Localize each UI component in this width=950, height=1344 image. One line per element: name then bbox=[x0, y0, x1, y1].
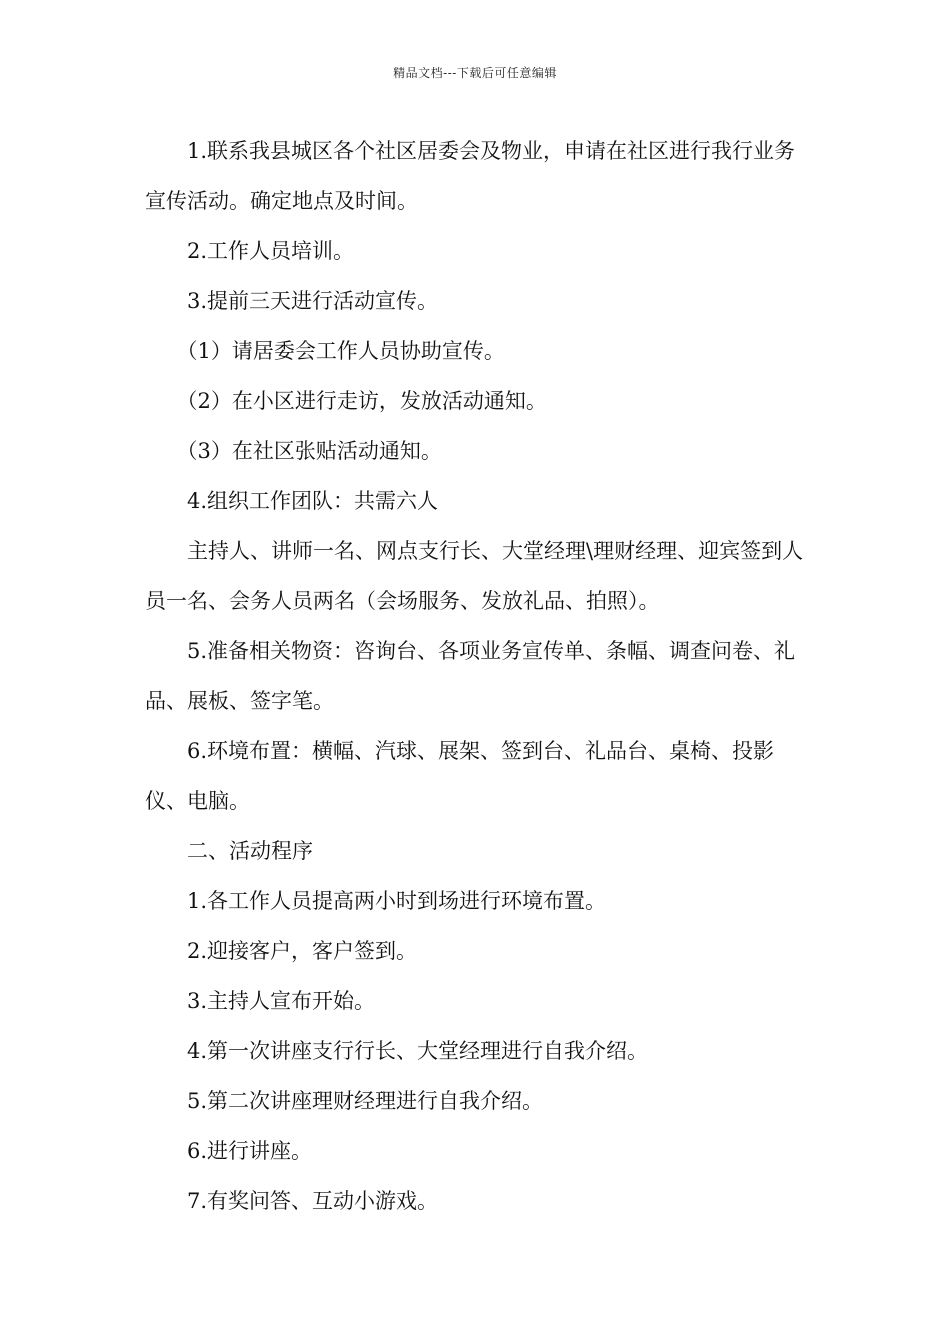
page-header: 精品文档---下载后可任意编辑 bbox=[393, 66, 557, 80]
document-body bbox=[145, 126, 810, 1226]
paragraph: 主持人、讲师一名、网点支行长、大堂经理\理财经理、迎宾签到人员一名、会务人员两名（会场服务、发放礼品、拍照）。 bbox=[145, 539, 804, 613]
paragraph: 3.主持人宣布开始。 bbox=[187, 989, 376, 1013]
paragraph: 4.第一次讲座支行行长、大堂经理进行自我介绍。 bbox=[187, 1039, 649, 1063]
paragraph: 3.提前三天进行活动宣传。 bbox=[187, 289, 439, 313]
paragraph: 4.组织工作团队：共需六人 bbox=[187, 489, 439, 513]
paragraph: 2.工作人员培训。 bbox=[187, 239, 355, 263]
paragraph: 5.第二次讲座理财经理进行自我介绍。 bbox=[187, 1089, 544, 1113]
paragraph: 5.准备相关物资：咨询台、各项业务宣传单、条幅、调查问卷、礼品、展板、签字笔。 bbox=[145, 639, 796, 713]
sub-paragraph: （1）请居委会工作人员协助宣传。 bbox=[176, 339, 505, 363]
sub-paragraph: （2）在小区进行走访，发放活动通知。 bbox=[176, 389, 547, 413]
paragraph: 2.迎接客户，客户签到。 bbox=[187, 939, 418, 963]
paragraph: 1.各工作人员提高两小时到场进行环境布置。 bbox=[187, 889, 607, 913]
section-heading: 二、活动程序 bbox=[187, 839, 313, 863]
sub-paragraph: （3）在社区张贴活动通知。 bbox=[176, 439, 442, 463]
paragraph: 6.环境布置：横幅、汽球、展架、签到台、礼品台、桌椅、投影仪、电脑。 bbox=[145, 739, 775, 813]
paragraph: 1.联系我县城区各个社区居委会及物业，申请在社区进行我行业务宣传活动。确定地点及时间。 bbox=[145, 139, 796, 213]
paragraph: 6.进行讲座。 bbox=[187, 1139, 313, 1163]
paragraph: 7.有奖问答、互动小游戏。 bbox=[187, 1189, 439, 1213]
